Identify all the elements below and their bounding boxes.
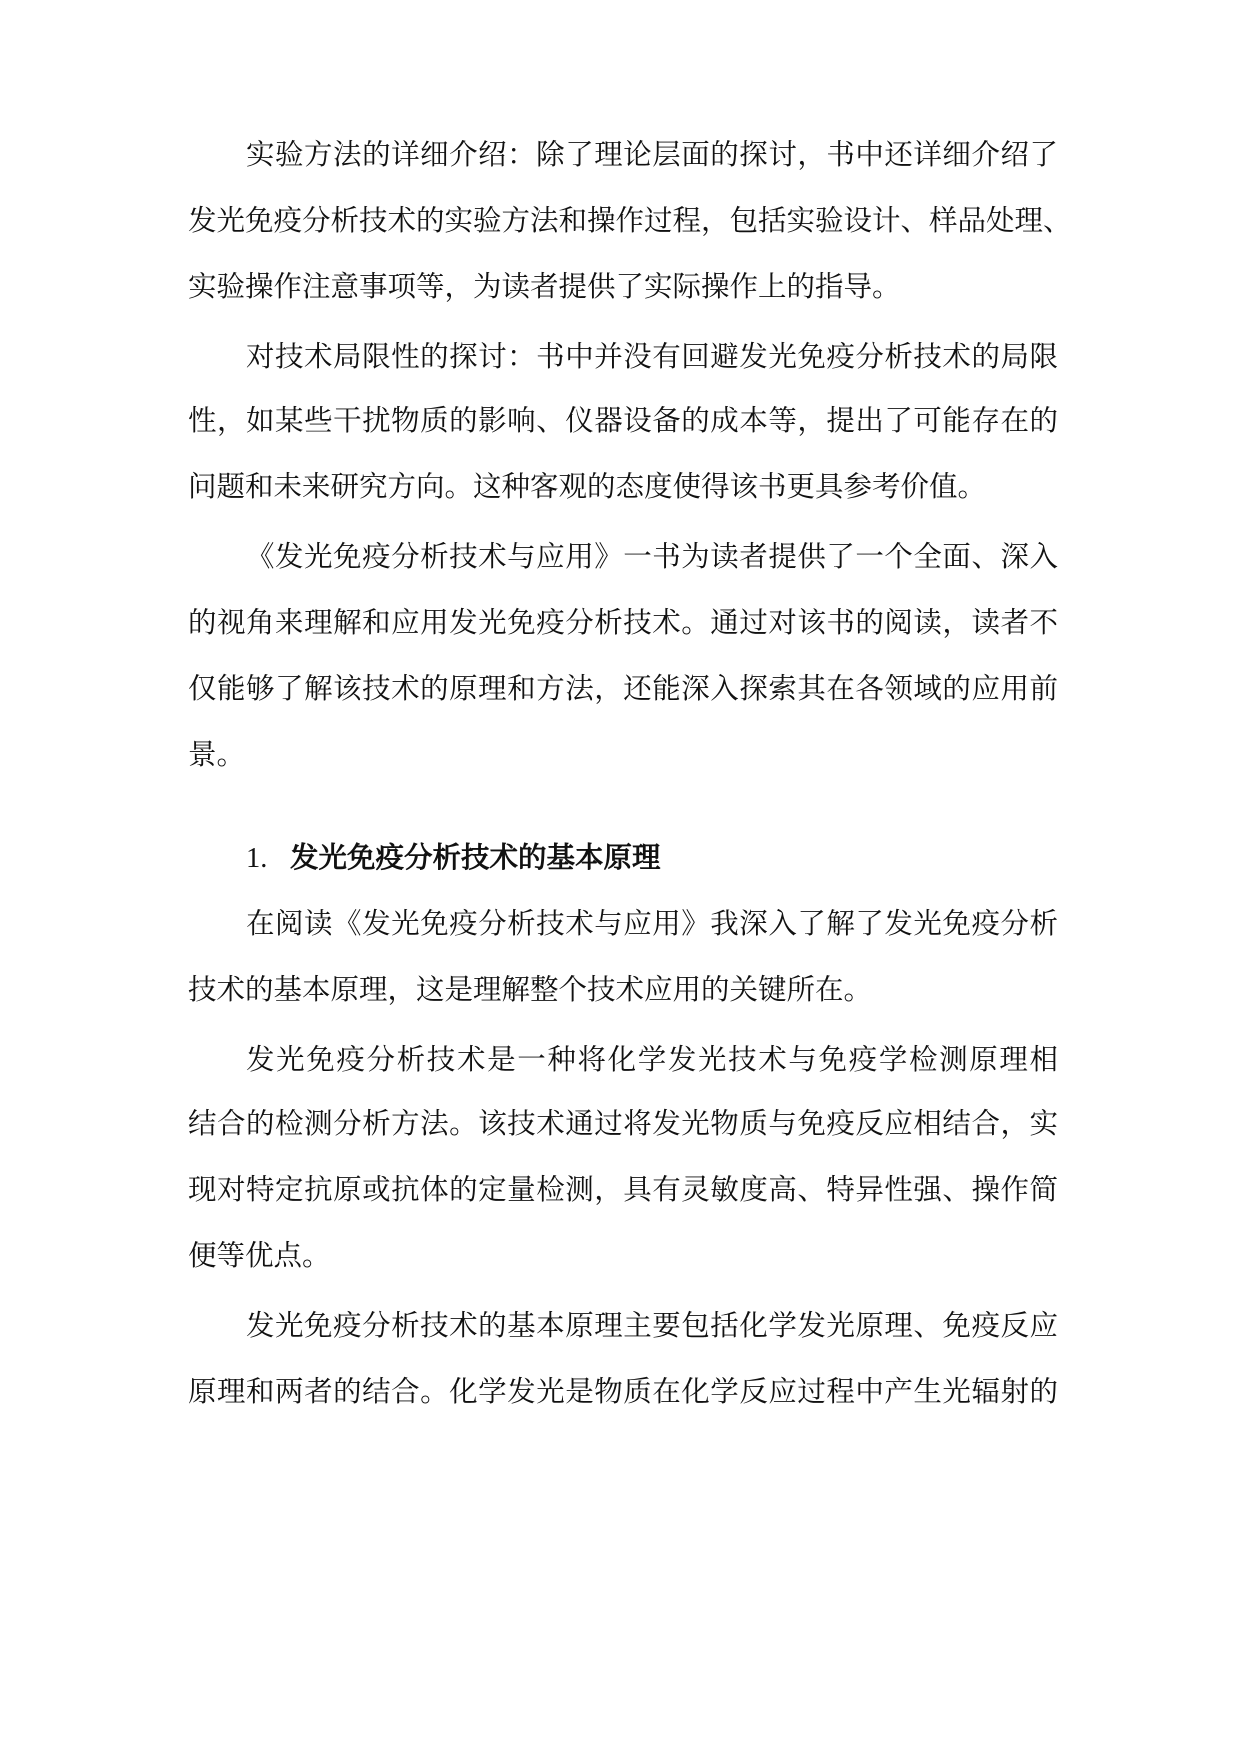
section-paragraph-2-line-4: 便等优点。: [188, 1239, 331, 1272]
section-heading: [246, 838, 661, 878]
section-paragraph-1-line-2: 技术的基本原理，这是理解整个技术应用的关键所在。: [188, 973, 873, 1006]
paragraph-3-line-2: 的视角来理解和应用发光免疫分析技术。通过对该书的阅读，读者不: [188, 606, 1058, 639]
section-paragraph-3-line-2: 原理和两者的结合。化学发光是物质在化学反应过程中产生光辐射的: [188, 1375, 1058, 1408]
section-paragraph-2-line-3: 现对特定抗原或抗体的定量检测，具有灵敏度高、特异性强、操作简: [188, 1173, 1058, 1206]
section-paragraph-2-line-1: 发光免疫分析技术是一种将化学发光技术与免疫学检测原理相: [246, 1043, 1058, 1076]
paragraph-3-line-3: 仅能够了解该技术的原理和方法，还能深入探索其在各领域的应用前: [188, 672, 1058, 705]
paragraph-3-line-1: 《发光免疫分析技术与应用》一书为读者提供了一个全面、深入: [246, 540, 1058, 573]
paragraph-2-line-1: 对技术局限性的探讨：书中并没有回避发光免疫分析技术的局限: [246, 340, 1058, 373]
section-heading-number: 1.: [246, 843, 268, 874]
paragraph-1-line-1: 实验方法的详细介绍：除了理论层面的探讨，书中还详细介绍了: [246, 138, 1058, 171]
paragraph-3-line-4: 景。: [188, 738, 246, 771]
paragraph-2-line-3: 问题和未来研究方向。这种客观的态度使得该书更具参考价值。: [188, 470, 987, 503]
section-paragraph-2-line-2: 结合的检测分析方法。该技术通过将发光物质与免疫反应相结合，实: [188, 1107, 1058, 1140]
paragraph-2-line-2: 性，如某些干扰物质的影响、仪器设备的成本等，提出了可能存在的: [188, 404, 1058, 437]
section-paragraph-1-line-1: 在阅读《发光免疫分析技术与应用》我深入了解了发光免疫分析: [246, 907, 1058, 940]
paragraph-1-line-2: 发光免疫分析技术的实验方法和操作过程，包括实验设计、样品处理、: [188, 204, 1072, 237]
paragraph-1-line-3: 实验操作注意事项等，为读者提供了实际操作上的指导。: [188, 270, 901, 303]
section-heading-title: 发光免疫分析技术的基本原理: [290, 841, 661, 874]
section-paragraph-3-line-1: 发光免疫分析技术的基本原理主要包括化学发光原理、免疫反应: [246, 1309, 1058, 1342]
